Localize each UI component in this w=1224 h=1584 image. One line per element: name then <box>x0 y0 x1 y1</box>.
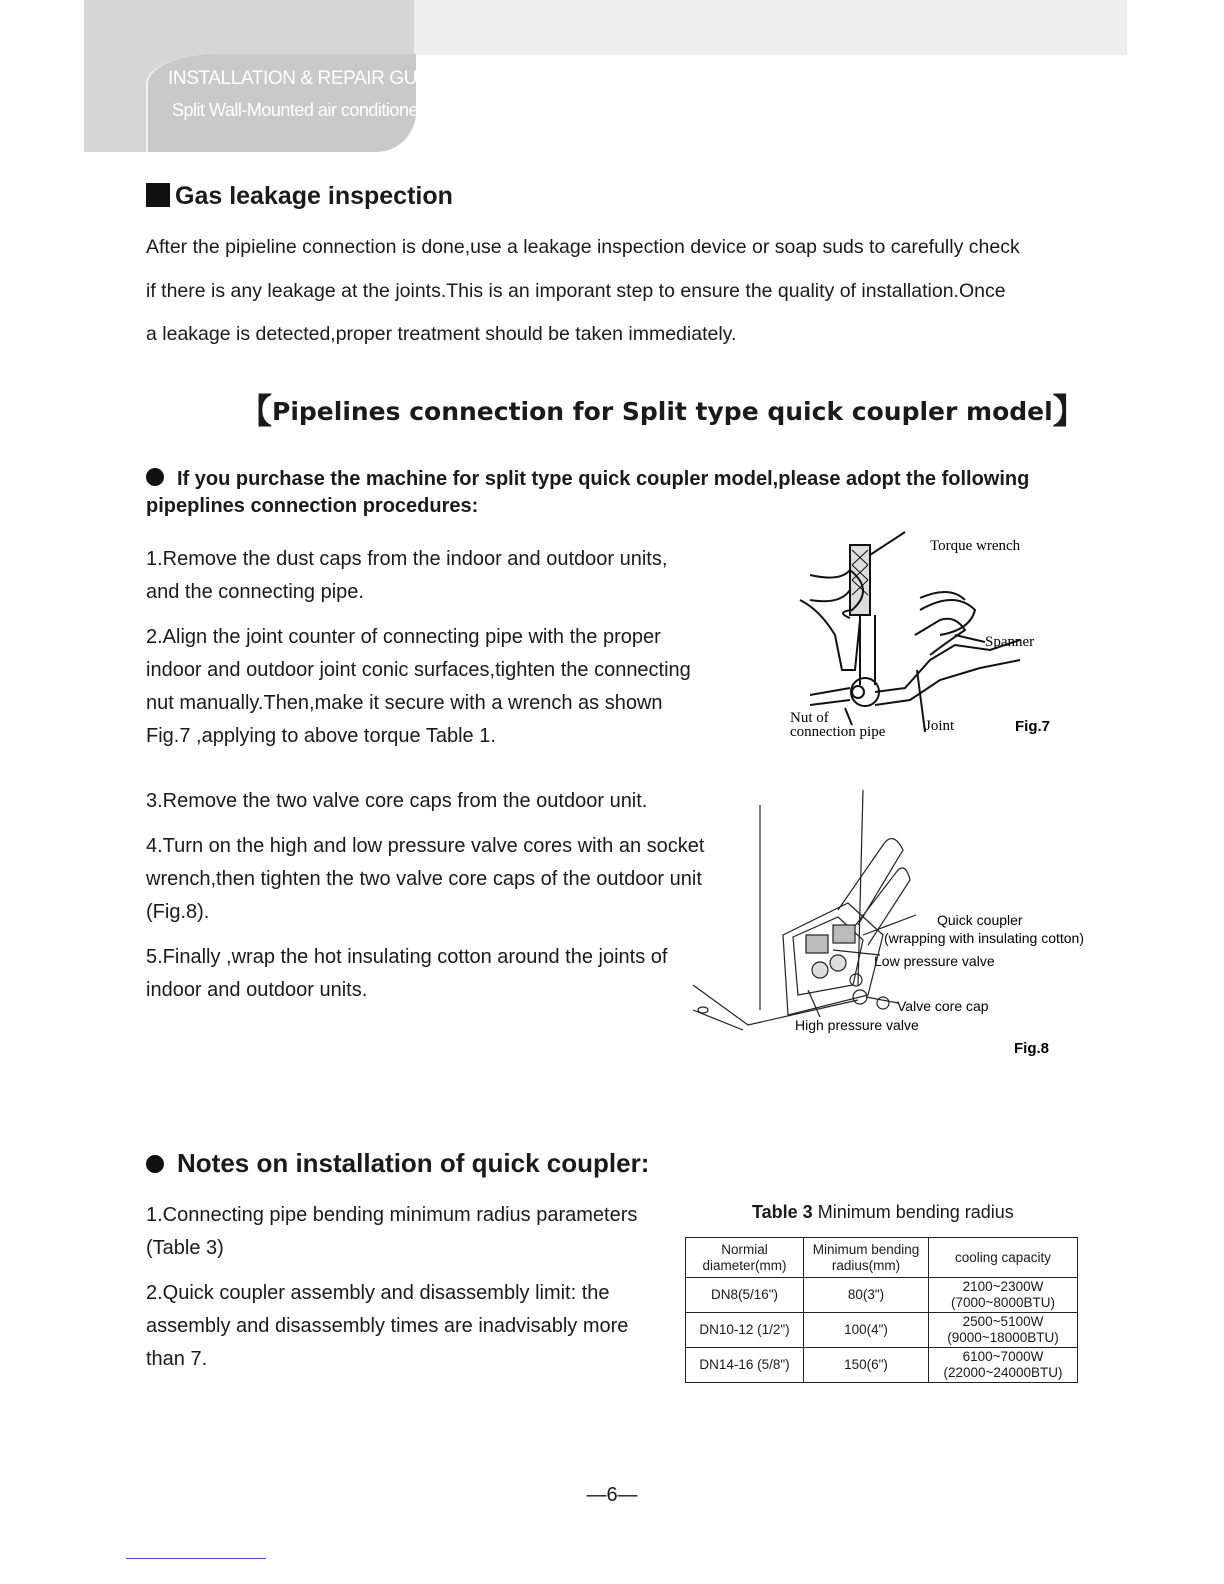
nut-label-line1: Nut of <box>790 710 829 726</box>
table-cell: 150(6") <box>804 1348 929 1383</box>
notes-list <box>146 1199 666 1388</box>
pipelines-heading-text: Pipelines connection for Split type quick coupler model <box>272 397 1053 426</box>
fig8-valve-illustration <box>688 785 1108 1060</box>
open-bracket: 【 <box>238 392 272 432</box>
gas-heading-text: Gas leakage inspection <box>175 182 453 210</box>
table-row <box>686 1348 1078 1383</box>
pipelines-intro <box>146 466 1096 520</box>
notes-heading-text: Notes on installation of quick coupler: <box>177 1148 650 1178</box>
pipelines-intro-text: If you purchase the machine for split type quick coupler model,please adopt the following pipeplines connection procedures: <box>146 468 1030 517</box>
bullet-dot-icon <box>146 468 164 486</box>
table-cell: 80(3") <box>804 1278 929 1313</box>
page-number: —6— <box>586 1484 638 1506</box>
table-cell: DN14-16 (5/8") <box>686 1348 804 1383</box>
close-bracket: 】 <box>1052 392 1087 432</box>
low-pressure-valve-label: Low pressure valve <box>874 953 995 969</box>
high-pressure-valve-label: High pressure valve <box>795 1017 919 1033</box>
table3-caption <box>752 1202 1014 1223</box>
guide-title: INSTALLATION & REPAIR GUIDE <box>168 68 448 89</box>
wrapping-label: (wrapping with insulating cotton) <box>884 930 1084 946</box>
step-item: 5.Finally ,wrap the hot insulating cotton around the joints of indoor and outdoor units. <box>146 946 668 1001</box>
gas-line: if there is any leakage at the joints.This is an imporant step to ensure the quality of installation.Once <box>146 279 1006 302</box>
table-cell: DN8(5/16") <box>686 1278 804 1313</box>
table-cell: DN10-12 (1/2") <box>686 1313 804 1348</box>
table-cell: 6100~7000W (22000~24000BTU) <box>929 1348 1078 1383</box>
table-header-row <box>686 1238 1078 1278</box>
footer-rule <box>126 1558 266 1559</box>
step-item: 2.Align the joint counter of connecting pipe with the proper indoor and outdoor joint conic surfaces,tighten the connecting nut manually.Then,make it secure with a wrench as shown Fig.7 ,applying to above torque Table 1. <box>146 626 691 747</box>
gas-section-heading <box>146 182 453 211</box>
table-row <box>686 1313 1078 1348</box>
pipelines-heading <box>238 384 1087 433</box>
nut-label-line2: connection pipe <box>790 724 886 740</box>
note-item: 1.Connecting pipe bending minimum radius parameters (Table 3) <box>146 1204 638 1259</box>
fig8-label: Fig.8 <box>1014 1040 1050 1057</box>
table-header-cell: Normial diameter(mm) <box>686 1238 804 1278</box>
torque-wrench-label: Torque wrench <box>930 538 1021 554</box>
table-cell: 2100~2300W (7000~8000BTU) <box>929 1278 1078 1313</box>
fig7-label: Fig.7 <box>1015 718 1051 735</box>
step-item: 3.Remove the two valve core caps from the outdoor unit. <box>146 790 648 812</box>
table-header-cell: cooling capacity <box>929 1238 1078 1278</box>
table-header-cell: Minimum bending radius(mm) <box>804 1238 929 1278</box>
guide-subtitle: Split Wall-Mounted air conditioner <box>172 100 424 120</box>
note-item: 2.Quick coupler assembly and disassembly limit: the assembly and disassembly times are inadvisably more than 7. <box>146 1282 629 1370</box>
bending-radius-table <box>685 1237 1078 1383</box>
steps-group-a <box>146 543 706 765</box>
gas-line: After the pipieline connection is done,use a leakage inspection device or soap suds to carefully check <box>146 236 1020 258</box>
step-item: 1.Remove the dust caps from the indoor and outdoor units, and the connecting pipe. <box>146 548 668 603</box>
square-bullet-icon <box>146 183 170 207</box>
header-strip <box>414 0 1127 55</box>
joint-label: Joint <box>925 718 955 734</box>
fig7-wrench-illustration <box>780 520 1080 760</box>
notes-heading <box>146 1148 649 1179</box>
spanner-label: Spanner <box>985 634 1035 650</box>
table-cell: 2500~5100W (9000~18000BTU) <box>929 1313 1078 1348</box>
table3-caption-rest: Minimum bending radius <box>817 1202 1014 1222</box>
quick-coupler-label: Quick coupler <box>937 912 1023 928</box>
steps-group-b <box>146 785 706 1019</box>
gas-paragraph <box>146 226 1096 357</box>
gas-line: a leakage is detected,proper treatment should be taken immediately. <box>146 323 737 345</box>
step-item: 4.Turn on the high and low pressure valve cores with an socket wrench,then tighten the two valve core caps of the outdoor unit (Fig.8). <box>146 835 705 923</box>
bullet-dot-icon <box>146 1155 164 1173</box>
table-cell: 100(4") <box>804 1313 929 1348</box>
valve-core-cap-label: Valve core cap <box>897 998 989 1014</box>
table-row <box>686 1278 1078 1313</box>
table3-caption-bold: Table 3 <box>752 1202 813 1222</box>
